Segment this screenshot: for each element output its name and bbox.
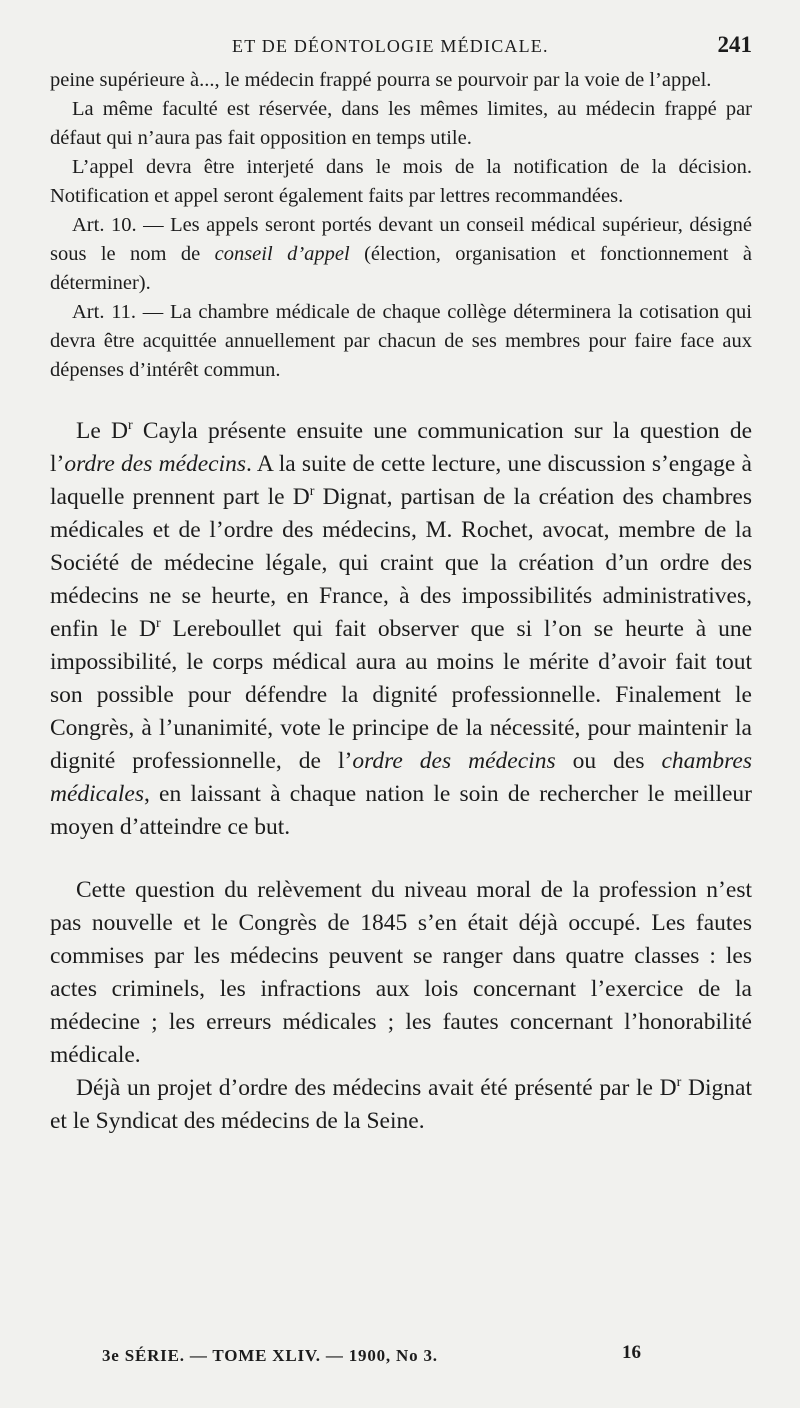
small-print-block [50,66,752,385]
text-run: ou des [555,748,662,774]
signature-mark: 16 [622,1342,641,1363]
italic-run: ordre des médecins [352,748,556,774]
superscript: r [127,417,133,434]
italic-run: ordre des médecins [64,451,247,477]
page-header [50,28,752,66]
main-text-block [50,415,752,1138]
text-run: Dignat, partisan de la création des chambres médicales et de l’ordre des médecins, M. Rochet, avocat, membre de la Société de médecine légale, qui craint que la création d’un ordre des médecins ne se heurte, en France, à des impossibilités administratives, enfin le D [50,484,753,642]
text-run: Déjà un projet d’ordre des médecins avait été présenté par le D [76,1075,677,1101]
superscript: r [309,483,315,500]
text-run: , en laissant à chaque nation le soin de rechercher le meilleur moyen d’atteindre ce but. [50,781,752,840]
paragraph-continuation: peine supérieure à..., le médecin frappé pourra se pourvoir par la voie de l’appel. [50,69,712,91]
italic-run: chambres médicales [50,748,752,807]
text-run: Dignat et le Syndicat des médecins de la Seine. [50,1075,752,1134]
paragraph-appeal-deadline: L’appel devra être interjeté dans le mois de la notification de la décision. Notification et appel seront également faits par lettres recommandées. [50,156,752,207]
superscript: r [155,615,161,632]
article-10-text: Art. 10. — Les appels seront portés devant un conseil médical supérieur, désigné sous le nom de [50,214,752,265]
running-head: ET DE DÉONTOLOGIE MÉDICALE. [232,36,549,56]
article-10-text-end: (élection, organisation et fonctionnement à déterminer). [50,243,752,294]
paragraph-default-judgment: La même faculté est réservée, dans les mêmes limites, au médecin frappé par défaut qui n’aura pas fait opposition en temps utile. [50,98,752,149]
text-run: Lereboullet qui fait observer que si l’on se heurte à une impossibilité, le corps médical aura au moins le mérite d’avoir fait tout son possible pour défendre la dignité professionnelle. Finalement le Congrès, à l’unanimité, vote le principe de la nécessité, pour maintenir la dignité professionnelle, de l’ [50,616,753,774]
article-11: Art. 11. — La chambre médicale de chaque collège déterminera la cotisation qui devra être acquittée annuellement par chacun de ses membres pour faire face aux dépenses d’intérêt commun. [50,301,752,381]
text-run: Cayla présente ensuite une communication sur la question de l’ [50,418,752,477]
footer-series-line: 3e SÉRIE. — TOME XLIV. — 1900, No 3. [102,1346,438,1365]
paragraph-moral-level: Cette question du relèvement du niveau moral de la profession n’est pas nouvelle et le Congrès de 1845 s’en était déjà occupé. Les fautes commises par les médecins peuvent se ranger dans quatre classes : les actes criminels, les infractions aux lois concernant l’exercice de la médecine ; les erreurs médicales ; les fautes concernant l’honorabilité médicale. [50,877,752,1068]
page-number: 241 [717,32,752,57]
superscript: r [676,1074,682,1091]
article-10 [50,211,752,298]
article-10-italic: conseil d’appel [214,243,350,265]
text-run: . A la suite de cette lecture, une discussion s’engage à laquelle prennent part le D [50,451,752,510]
paragraph-previous-project [50,1072,752,1138]
text-run: Le D [76,418,128,444]
paragraph-congress-discussion [50,415,752,844]
